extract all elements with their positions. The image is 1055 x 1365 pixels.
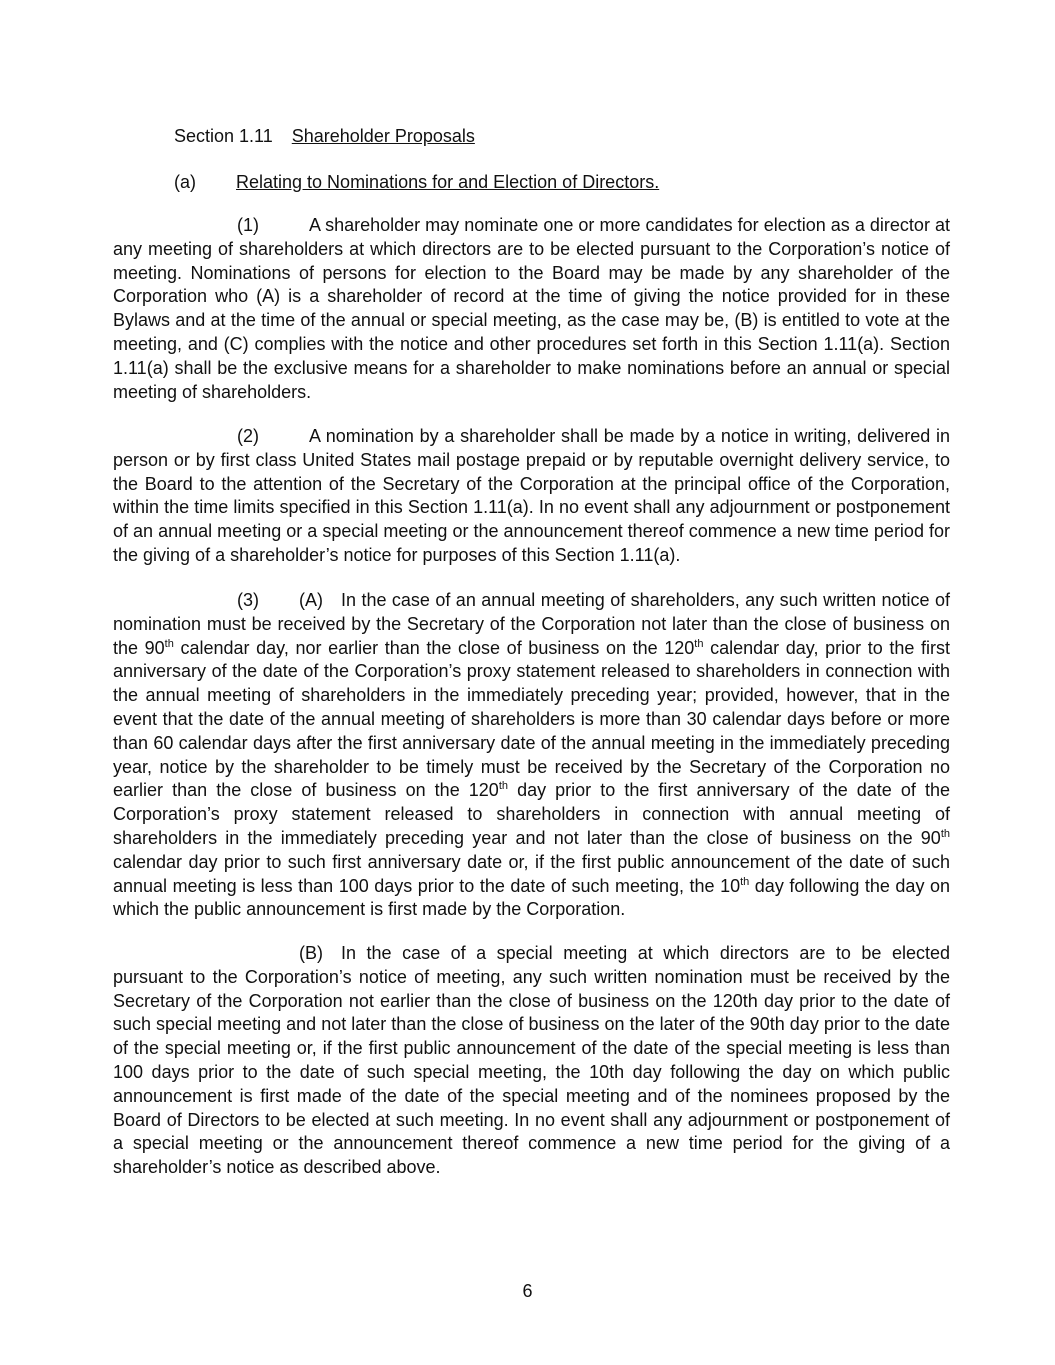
subsection-a-label: (a) [174,172,196,192]
paragraph-3b-label: (B) [299,943,323,963]
paragraph-3a-text-3: calendar day, prior to the first anniversary of the date of the Corporation’s proxy statement released to shareholders in connection with the annual meeting of shareholders in the immediately preceding year; provided, however, that in the event that the date of the annual meeting of shareholders is more than 30 calendar days before or more than 60 calendar days after the first anniversary date of the annual meeting in the immediately preceding year, notice by the shareholder to be timely must be received by the Secretary of the Corporation no earlier than the close of business on the 120 [113,637,950,801]
paragraph-3a-text-4: day prior to the first anniversary of the date of the Corporation’s proxy statement released to shareholders in connection with annual meeting of shareholders in the immediately preceding year and not later than the close of business on the 90 [113,780,950,848]
paragraph-3b-text: In the case of a special meeting at which directors are to be elected pursuant to the Corporation’s notice of meeting, any such written nomination must be received by the Secretary of the Corporation not earlier than the close of business on the 120th day prior to the date of such special meeting and not later than the close of business on the later of the 90th day prior to the date of the special meeting or, if the first public announcement of the date of the special meeting is less than 100 days prior to the date of such special meeting, the 10th day following the day on which public announcement is first made of the date of the special meeting and of the nominees proposed by the Board of Directors to be elected at such meeting. In no event shall any adjournment or postponement of a special meeting or the announcement thereof commence a new time period for the giving of a shareholder’s notice as described above. [113,943,950,1178]
paragraph-2-number: (2) [237,426,259,446]
paragraph-1-text: A shareholder may nominate one or more candidates for election as a director at any meeting of shareholders at which directors are to be elected pursuant to the Corporation’s notice of meeting. Nominations of persons for election to the Board may be made by any shareholder of the Corporation who (A) is a shareholder of record at the time of giving the notice provided for in these Bylaws and at the time of the annual or special meeting, as the case may be, (B) is entitled to vote at the meeting, and (C) complies with the notice and other procedures set forth in this Section 1.11(a). Section 1.11(a) shall be the exclusive means for a shareholder to make nominations before an annual or special meeting of shareholders. [113,215,950,402]
paragraph-1-number: (1) [237,215,259,235]
ordinal-suffix: th [740,875,750,888]
paragraph-3a-text-6: day following the day on which the public announcement is first made by the Corporation. [113,875,950,920]
paragraph-3a-text-2: calendar day, nor earlier than the close of business on the 120 [173,637,695,658]
paragraph-3-number: (3) [237,590,259,610]
paragraph-2 [113,425,950,568]
paragraph-3 [113,589,950,922]
paragraph-3a-text-1: In the case of an annual meeting of shareholders, any such written notice of nomination must be received by the Secretary of the Corporation not later than the close of business on the 90 [113,590,950,658]
paragraph-2-text: A nomination by a shareholder shall be made by a notice in writing, delivered in person or by first class United States mail postage prepaid or by reputable overnight delivery service, to the Board to the attention of the Secretary of the Corporation at the principal office of the Corporation, within the time limits specified in this Section 1.11(a). In no event shall any adjournment or postponement of an annual meeting or a special meeting or the announcement thereof commence a new time period for the giving of a shareholder’s notice for purposes of this Section 1.11(a). [113,426,950,565]
section-title: Shareholder Proposals [291,126,475,146]
ordinal-suffix: th [940,827,950,840]
paragraph-1 [113,214,950,404]
section-heading [174,124,475,148]
paragraph-3a-label: (A) [299,590,323,610]
paragraph-3a-text-5: calendar day prior to such first anniversary date or, if the first public announcement of the date of such annual meeting is less than 100 days prior to the date of such meeting, the 10 [113,851,950,896]
section-number: Section 1.11 [174,126,273,146]
subsection-a-heading [174,170,659,194]
page-number: 6 [522,1281,533,1301]
ordinal-suffix: th [694,637,704,650]
subsection-a-title: Relating to Nominations for and Election of Directors. [236,172,660,192]
ordinal-suffix: th [498,780,508,793]
ordinal-suffix: th [164,637,174,650]
paragraph-3b [113,942,950,1180]
